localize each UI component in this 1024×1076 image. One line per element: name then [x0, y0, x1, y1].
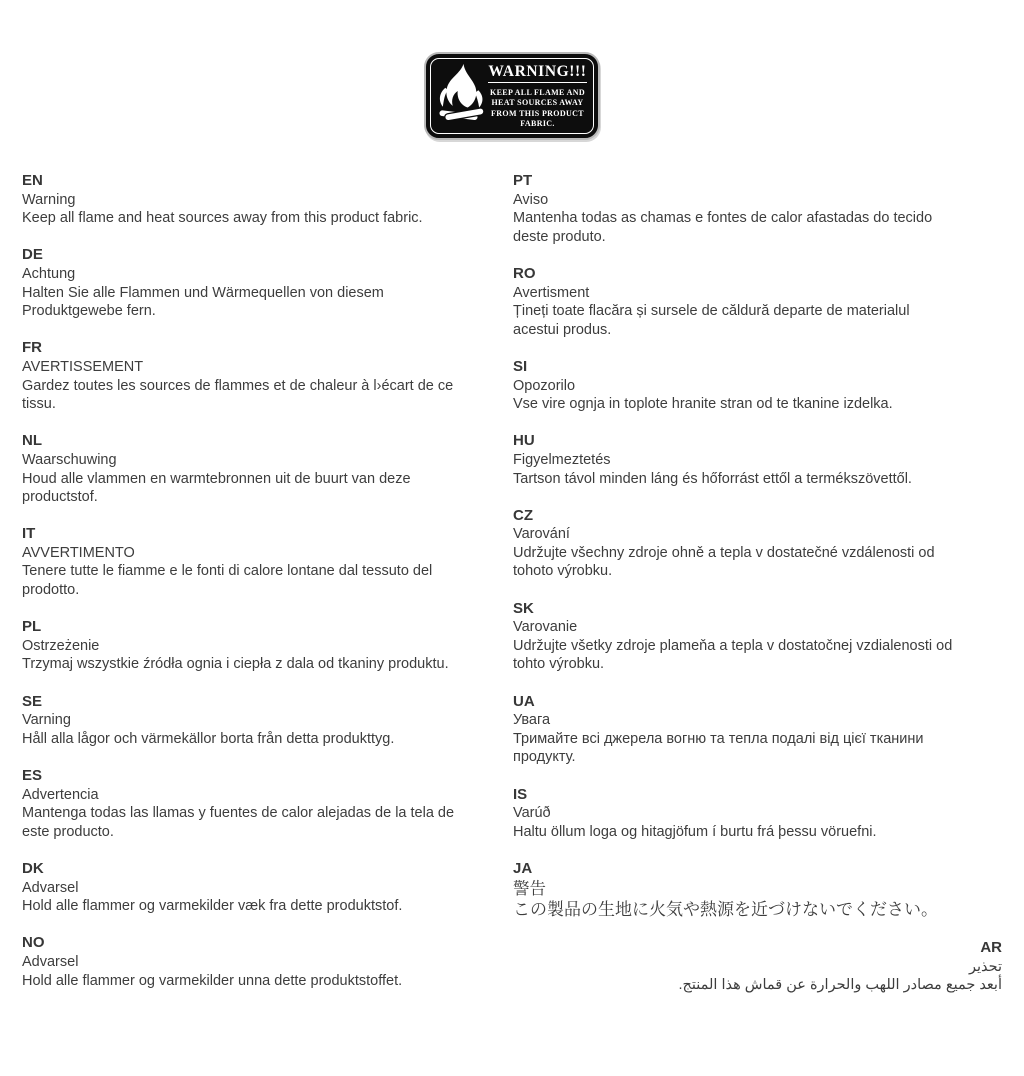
warning-word: Advarsel [22, 953, 79, 970]
warning-sentence-line: Vse vire ognja in toplote hranite stran od te tkanine izdelka. [513, 396, 893, 413]
language-columns [0, 172, 1024, 1014]
language-code: PL [22, 618, 42, 636]
warning-sentence-line: Mantenga todas las llamas y fuentes de calor alejadas de la tela de [22, 805, 455, 822]
language-block-dk [22, 860, 492, 916]
language-code: SE [22, 692, 43, 710]
warning-word: Opozorilo [513, 377, 576, 394]
warning-sentence-line: Håll alla lågor och värmekällor borta från detta produkttyg. [22, 730, 395, 747]
warning-word: تحذير [968, 958, 1002, 975]
warning-sentence-line: Tenere tutte le fiamme e le fonti di calore lontane dal tessuto del [22, 563, 433, 580]
warning-sentence-line: продукту. [513, 749, 576, 766]
language-code: SI [513, 357, 528, 375]
language-block-es [22, 767, 492, 841]
campfire-icon [435, 63, 487, 129]
warning-word: Varning [22, 712, 71, 729]
warning-word: AVVERTIMENTO [22, 544, 135, 561]
language-block-ar [513, 939, 1002, 995]
language-block-ua [513, 693, 1002, 767]
warning-word: AVERTISSEMENT [22, 358, 144, 375]
warning-sentence-line: Hold alle flammer og varmekilder væk fra dette produktstof. [22, 898, 403, 915]
language-code: HU [513, 432, 535, 450]
warning-word: Увага [513, 712, 551, 729]
language-code: UA [513, 692, 535, 710]
warning-label-page [0, 52, 1024, 1076]
warning-word: Varovanie [513, 619, 578, 636]
language-block-de [22, 246, 492, 320]
warning-badge [424, 52, 600, 140]
warning-word: Aviso [513, 191, 549, 208]
language-block-cz [513, 507, 1002, 581]
warning-word: Avertisment [513, 284, 590, 301]
warning-sentence-line: Udržujte všechny zdroje ohně a tepla v dostatečné vzdálenosti od [513, 544, 935, 561]
language-code: IT [22, 525, 36, 543]
warning-word: Advertencia [22, 786, 99, 803]
language-block-ro [513, 265, 1002, 339]
warning-sentence-line: tohto výrobku. [513, 656, 605, 673]
warning-sentence-line: deste produto. [513, 228, 606, 245]
language-code: ES [22, 767, 43, 784]
warning-badge-line: FROM THIS PRODUCT [491, 108, 584, 118]
language-code: IS [513, 785, 528, 803]
warning-sentence-line: este producto. [22, 823, 114, 840]
warning-badge-title: WARNING!!! [488, 63, 586, 83]
language-code: AR [980, 939, 1002, 957]
right-column [513, 172, 1002, 1014]
warning-sentence-line: Keep all flame and heat sources away from this product fabric. [22, 210, 423, 227]
language-block-it [22, 525, 492, 599]
warning-badge-text [487, 63, 588, 130]
warning-sentence-line: أبعد جميع مصادر اللهب والحرارة عن قماش هذا المنتج. [678, 977, 1002, 994]
language-block-ja [513, 860, 1002, 921]
language-block-no [22, 934, 492, 990]
warning-badge-inner [430, 58, 594, 134]
language-block-pt [513, 172, 1002, 246]
warning-sentence-line: Trzymaj wszystkie źródła ognia i ciepła z dala od tkaniny produktu. [22, 656, 449, 673]
warning-sentence-line: Tartson távol minden láng és hőforrást ettől a termékszövettől. [513, 470, 912, 487]
language-block-pl [22, 618, 492, 674]
warning-word: 警告 [513, 879, 546, 898]
warning-sentence-line: acestui produs. [513, 321, 612, 338]
warning-sentence-line: Houd alle vlammen en warmtebronnen uit de buurt van deze [22, 470, 411, 487]
language-block-si [513, 358, 1002, 414]
warning-sentence-line: Haltu öllum loga og hitagjöfum í burtu frá þessu vöruefni. [513, 823, 877, 840]
warning-word: Varúð [513, 805, 551, 822]
language-code: DK [22, 859, 44, 877]
warning-word: Varování [513, 526, 570, 543]
language-block-nl [22, 432, 492, 506]
language-code: SK [513, 599, 534, 617]
warning-word: Achtung [22, 265, 76, 282]
warning-sentence-line: Țineți toate flacăra și sursele de căldură departe de materialul [513, 303, 910, 320]
warning-badge-line: KEEP ALL FLAME AND [490, 87, 585, 97]
warning-word: Waarschuwing [22, 451, 117, 468]
warning-sentence-line: prodotto. [22, 582, 80, 599]
warning-sentence-line: Produktgewebe fern. [22, 303, 156, 320]
warning-word: Ostrzeżenie [22, 637, 100, 654]
warning-sentence-line: tissu. [22, 396, 56, 413]
language-code: EN [22, 172, 43, 189]
language-code: DE [22, 246, 43, 264]
warning-badge-line: FABRIC. [520, 119, 555, 128]
language-code: NO [22, 934, 45, 952]
language-code: JA [513, 859, 533, 877]
warning-word: Warning [22, 191, 76, 208]
language-block-is [513, 786, 1002, 842]
language-block-hu [513, 432, 1002, 488]
language-code: RO [513, 264, 536, 282]
warning-sentence-line: productstof. [22, 489, 98, 506]
warning-word: Advarsel [22, 879, 79, 896]
language-block-fr [22, 339, 492, 413]
warning-word: Figyelmeztetés [513, 451, 611, 468]
warning-sentence-line: Тримайте всі джерела вогню та тепла подалі від цієї тканини [513, 730, 924, 747]
language-code: PT [513, 172, 533, 189]
warning-badge-line: HEAT SOURCES AWAY [491, 98, 584, 107]
language-code: CZ [513, 506, 533, 524]
language-block-se [22, 693, 492, 749]
warning-sentence-line: Hold alle flammer og varmekilder unna dette produktstoffet. [22, 972, 403, 989]
warning-sentence-line: Mantenha todas as chamas e fontes de calor afastadas do tecido [513, 210, 933, 227]
language-code: FR [22, 339, 42, 357]
language-code: NL [22, 432, 42, 450]
left-column [22, 172, 492, 1014]
language-block-sk [513, 600, 1002, 674]
warning-sentence-line: この製品の生地に火気や熱源を近づけないでください。 [513, 899, 938, 919]
warning-sentence-line: Halten Sie alle Flammen und Wärmequellen von diesem [22, 284, 384, 301]
warning-sentence-line: Gardez toutes les sources de flammes et de chaleur à l›écart de ce [22, 377, 454, 394]
language-block-en [22, 172, 492, 228]
warning-sentence-line: Udržujte všetky zdroje plameňa a tepla v dostatočnej vzdialenosti od [513, 637, 953, 654]
warning-sentence-line: tohoto výrobku. [513, 563, 613, 580]
